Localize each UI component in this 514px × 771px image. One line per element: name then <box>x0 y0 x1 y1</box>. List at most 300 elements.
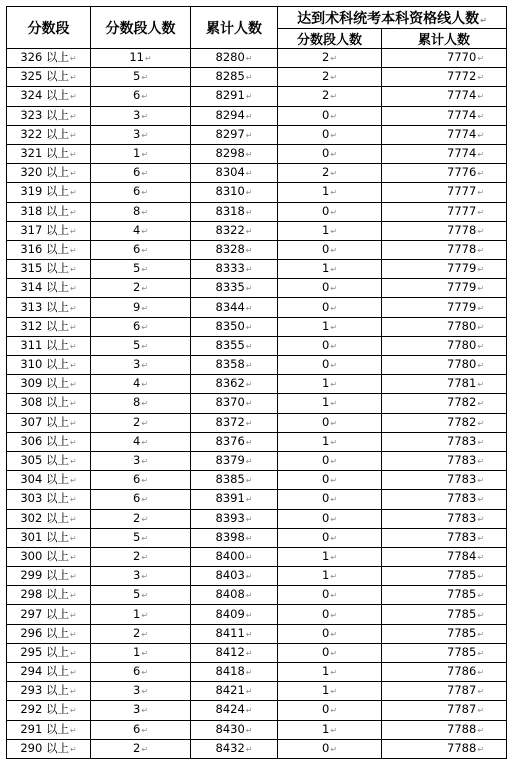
cell-end-mark: ↵ <box>330 476 338 486</box>
cell-qualified-range-count: 2↵ <box>278 49 382 68</box>
cell-end-mark: ↵ <box>480 15 487 25</box>
cell-end-mark: ↵ <box>245 73 253 83</box>
cell-cumulative-count: 8408↵ <box>191 586 278 605</box>
cell-end-mark: ↵ <box>245 54 253 64</box>
cell-end-mark: ↵ <box>245 341 253 351</box>
table-row <box>7 509 507 528</box>
cell-end-mark: ↵ <box>245 591 253 601</box>
cell-qualified-range-count: 0↵ <box>278 528 382 547</box>
table-row <box>7 432 507 451</box>
cell-end-mark: ↵ <box>69 591 77 601</box>
cell-end-mark: ↵ <box>69 629 77 639</box>
cell-end-mark: ↵ <box>330 514 338 524</box>
cell-end-mark: ↵ <box>141 457 149 467</box>
cell-end-mark: ↵ <box>477 226 485 236</box>
cell-qualified-range-count: 0↵ <box>278 336 382 355</box>
table-row <box>7 567 507 586</box>
cell-qualified-range-count: 1↵ <box>278 547 382 566</box>
table-row <box>7 68 507 87</box>
cell-end-mark: ↵ <box>245 476 253 486</box>
cell-end-mark: ↵ <box>330 54 338 64</box>
cell-qualified-range-count: 0↵ <box>278 356 382 375</box>
cell-cumulative-count: 8370↵ <box>191 394 278 413</box>
cell-end-mark: ↵ <box>245 111 253 121</box>
cell-range-count: 2↵ <box>91 509 191 528</box>
cell-range-count: 2↵ <box>91 739 191 758</box>
cell-end-mark: ↵ <box>245 284 253 294</box>
cell-end-mark: ↵ <box>69 303 77 313</box>
cell-end-mark: ↵ <box>477 744 485 754</box>
cell-range-count: 3↵ <box>91 567 191 586</box>
cell-score-range: 293 以上↵ <box>7 682 91 701</box>
cell-range-count: 6↵ <box>91 240 191 259</box>
cell-end-mark: ↵ <box>477 245 485 255</box>
cell-end-mark: ↵ <box>330 418 338 428</box>
cell-end-mark: ↵ <box>69 188 77 198</box>
cell-end-mark: ↵ <box>330 572 338 582</box>
cell-range-count: 11↵ <box>91 49 191 68</box>
cell-cumulative-count: 8298↵ <box>191 144 278 163</box>
cell-range-count: 2↵ <box>91 624 191 643</box>
cell-end-mark: ↵ <box>330 322 338 332</box>
cell-end-mark: ↵ <box>245 92 253 102</box>
cell-end-mark: ↵ <box>141 361 149 371</box>
cell-cumulative-count: 8411↵ <box>191 624 278 643</box>
cell-score-range: 309 以上↵ <box>7 375 91 394</box>
cell-end-mark: ↵ <box>330 495 338 505</box>
cell-range-count: 3↵ <box>91 356 191 375</box>
cell-cumulative-count: 8432↵ <box>191 739 278 758</box>
cell-end-mark: ↵ <box>69 361 77 371</box>
cell-end-mark: ↵ <box>69 552 77 562</box>
cell-cumulative-count: 8333↵ <box>191 260 278 279</box>
cell-qualified-range-count: 1↵ <box>278 567 382 586</box>
cell-qualified-range-count: 1↵ <box>278 682 382 701</box>
cell-end-mark: ↵ <box>69 687 77 697</box>
cell-end-mark: ↵ <box>477 188 485 198</box>
cell-qualified-range-count: 1↵ <box>278 394 382 413</box>
cell-end-mark: ↵ <box>330 169 338 179</box>
cell-end-mark: ↵ <box>69 418 77 428</box>
cell-score-range: 318 以上↵ <box>7 202 91 221</box>
cell-end-mark: ↵ <box>141 111 149 121</box>
cell-end-mark: ↵ <box>477 668 485 678</box>
cell-end-mark: ↵ <box>330 265 338 275</box>
cell-range-count: 5↵ <box>91 260 191 279</box>
cell-end-mark: ↵ <box>330 341 338 351</box>
cell-end-mark: ↵ <box>477 150 485 160</box>
cell-end-mark: ↵ <box>477 322 485 332</box>
cell-end-mark: ↵ <box>330 725 338 735</box>
table-row <box>7 144 507 163</box>
cell-end-mark: ↵ <box>330 150 338 160</box>
cell-range-count: 3↵ <box>91 125 191 144</box>
cell-end-mark: ↵ <box>330 744 338 754</box>
cell-qualified-range-count: 2↵ <box>278 164 382 183</box>
cell-end-mark: ↵ <box>330 437 338 447</box>
cell-score-range: 319 以上↵ <box>7 183 91 202</box>
cell-cumulative-count: 8350↵ <box>191 317 278 336</box>
cell-score-range: 294 以上↵ <box>7 663 91 682</box>
cell-end-mark: ↵ <box>69 207 77 217</box>
cell-range-count: 2↵ <box>91 279 191 298</box>
cell-end-mark: ↵ <box>477 207 485 217</box>
cell-qualified-cumulative: 7787↵ <box>382 701 507 720</box>
cell-end-mark: ↵ <box>141 591 149 601</box>
cell-cumulative-count: 8393↵ <box>191 509 278 528</box>
cell-end-mark: ↵ <box>330 303 338 313</box>
cell-end-mark: ↵ <box>477 725 485 735</box>
cell-end-mark: ↵ <box>69 457 77 467</box>
cell-cumulative-count: 8335↵ <box>191 279 278 298</box>
cell-end-mark: ↵ <box>141 476 149 486</box>
table-row <box>7 279 507 298</box>
cell-end-mark: ↵ <box>245 207 253 217</box>
table-row <box>7 106 507 125</box>
cell-end-mark: ↵ <box>330 533 338 543</box>
cell-qualified-range-count: 1↵ <box>278 221 382 240</box>
cell-end-mark: ↵ <box>330 111 338 121</box>
cell-score-range: 308 以上↵ <box>7 394 91 413</box>
cell-end-mark: ↵ <box>245 265 253 275</box>
cell-range-count: 1↵ <box>91 643 191 662</box>
cell-end-mark: ↵ <box>477 706 485 716</box>
cell-qualified-cumulative: 7785↵ <box>382 643 507 662</box>
cell-end-mark: ↵ <box>69 495 77 505</box>
cell-score-range: 313 以上↵ <box>7 298 91 317</box>
cell-end-mark: ↵ <box>141 648 149 658</box>
cell-end-mark: ↵ <box>477 341 485 351</box>
header-cumulative-count: 累计人数 <box>191 7 278 49</box>
cell-end-mark: ↵ <box>245 648 253 658</box>
cell-qualified-range-count: 0↵ <box>278 413 382 432</box>
cell-end-mark: ↵ <box>330 610 338 620</box>
cell-end-mark: ↵ <box>245 725 253 735</box>
cell-end-mark: ↵ <box>141 495 149 505</box>
cell-end-mark: ↵ <box>330 130 338 140</box>
cell-end-mark: ↵ <box>69 514 77 524</box>
cell-range-count: 2↵ <box>91 413 191 432</box>
cell-score-range: 304 以上↵ <box>7 471 91 490</box>
cell-qualified-cumulative: 7779↵ <box>382 279 507 298</box>
cell-qualified-range-count: 1↵ <box>278 375 382 394</box>
cell-end-mark: ↵ <box>141 572 149 582</box>
cell-cumulative-count: 8376↵ <box>191 432 278 451</box>
table-row <box>7 260 507 279</box>
cell-end-mark: ↵ <box>69 668 77 678</box>
cell-end-mark: ↵ <box>245 744 253 754</box>
cell-qualified-cumulative: 7785↵ <box>382 586 507 605</box>
cell-qualified-range-count: 0↵ <box>278 643 382 662</box>
cell-qualified-range-count: 1↵ <box>278 720 382 739</box>
cell-range-count: 3↵ <box>91 451 191 470</box>
cell-end-mark: ↵ <box>141 514 149 524</box>
cell-end-mark: ↵ <box>245 169 253 179</box>
cell-end-mark: ↵ <box>69 341 77 351</box>
cell-cumulative-count: 8391↵ <box>191 490 278 509</box>
cell-range-count: 3↵ <box>91 106 191 125</box>
cell-end-mark: ↵ <box>330 706 338 716</box>
cell-end-mark: ↵ <box>141 303 149 313</box>
table-row <box>7 356 507 375</box>
cell-end-mark: ↵ <box>141 725 149 735</box>
cell-end-mark: ↵ <box>330 361 338 371</box>
header-qualified-range-count: 分数段人数 <box>278 29 382 49</box>
cell-end-mark: ↵ <box>141 668 149 678</box>
table-row <box>7 240 507 259</box>
cell-end-mark: ↵ <box>69 380 77 390</box>
cell-qualified-cumulative: 7781↵ <box>382 375 507 394</box>
cell-cumulative-count: 8398↵ <box>191 528 278 547</box>
cell-range-count: 5↵ <box>91 528 191 547</box>
cell-end-mark: ↵ <box>477 495 485 505</box>
cell-score-range: 316 以上↵ <box>7 240 91 259</box>
cell-end-mark: ↵ <box>245 706 253 716</box>
cell-end-mark: ↵ <box>141 552 149 562</box>
table-row <box>7 682 507 701</box>
table-row <box>7 336 507 355</box>
cell-range-count: 6↵ <box>91 317 191 336</box>
cell-qualified-cumulative: 7783↵ <box>382 509 507 528</box>
cell-end-mark: ↵ <box>141 744 149 754</box>
cell-cumulative-count: 8424↵ <box>191 701 278 720</box>
cell-cumulative-count: 8421↵ <box>191 682 278 701</box>
cell-end-mark: ↵ <box>141 284 149 294</box>
cell-qualified-range-count: 0↵ <box>278 106 382 125</box>
cell-qualified-range-count: 0↵ <box>278 279 382 298</box>
cell-cumulative-count: 8372↵ <box>191 413 278 432</box>
cell-end-mark: ↵ <box>69 437 77 447</box>
cell-qualified-range-count: 0↵ <box>278 298 382 317</box>
cell-end-mark: ↵ <box>245 495 253 505</box>
cell-range-count: 6↵ <box>91 183 191 202</box>
cell-end-mark: ↵ <box>141 380 149 390</box>
cell-score-range: 323 以上↵ <box>7 106 91 125</box>
cell-range-count: 6↵ <box>91 490 191 509</box>
cell-end-mark: ↵ <box>330 591 338 601</box>
cell-end-mark: ↵ <box>69 226 77 236</box>
cell-cumulative-count: 8430↵ <box>191 720 278 739</box>
cell-qualified-cumulative: 7774↵ <box>382 125 507 144</box>
header-qualified-cumulative: 累计人数 <box>382 29 507 49</box>
cell-end-mark: ↵ <box>245 437 253 447</box>
cell-end-mark: ↵ <box>477 457 485 467</box>
cell-score-range: 317 以上↵ <box>7 221 91 240</box>
cell-qualified-cumulative: 7787↵ <box>382 682 507 701</box>
cell-score-range: 297 以上↵ <box>7 605 91 624</box>
cell-cumulative-count: 8355↵ <box>191 336 278 355</box>
cell-score-range: 307 以上↵ <box>7 413 91 432</box>
cell-end-mark: ↵ <box>477 73 485 83</box>
cell-end-mark: ↵ <box>141 322 149 332</box>
cell-qualified-range-count: 2↵ <box>278 68 382 87</box>
cell-qualified-range-count: 1↵ <box>278 432 382 451</box>
table-row <box>7 413 507 432</box>
cell-score-range: 305 以上↵ <box>7 451 91 470</box>
cell-qualified-range-count: 0↵ <box>278 202 382 221</box>
cell-cumulative-count: 8379↵ <box>191 451 278 470</box>
header-range-count: 分数段人数 <box>91 7 191 49</box>
cell-score-range: 303 以上↵ <box>7 490 91 509</box>
cell-score-range: 306 以上↵ <box>7 432 91 451</box>
cell-qualified-cumulative: 7782↵ <box>382 413 507 432</box>
cell-score-range: 290 以上↵ <box>7 739 91 758</box>
score-distribution-table <box>6 6 507 759</box>
cell-end-mark: ↵ <box>245 399 253 409</box>
cell-end-mark: ↵ <box>330 552 338 562</box>
cell-cumulative-count: 8310↵ <box>191 183 278 202</box>
table-row <box>7 547 507 566</box>
table-row <box>7 663 507 682</box>
cell-end-mark: ↵ <box>245 303 253 313</box>
cell-end-mark: ↵ <box>477 476 485 486</box>
cell-end-mark: ↵ <box>69 533 77 543</box>
cell-score-range: 312 以上↵ <box>7 317 91 336</box>
table-row <box>7 720 507 739</box>
cell-end-mark: ↵ <box>245 668 253 678</box>
cell-end-mark: ↵ <box>330 188 338 198</box>
cell-qualified-range-count: 0↵ <box>278 471 382 490</box>
cell-score-range: 291 以上↵ <box>7 720 91 739</box>
cell-range-count: 6↵ <box>91 720 191 739</box>
cell-end-mark: ↵ <box>69 572 77 582</box>
cell-end-mark: ↵ <box>477 610 485 620</box>
cell-end-mark: ↵ <box>477 265 485 275</box>
cell-qualified-cumulative: 7786↵ <box>382 663 507 682</box>
cell-end-mark: ↵ <box>245 188 253 198</box>
cell-end-mark: ↵ <box>141 150 149 160</box>
cell-end-mark: ↵ <box>245 552 253 562</box>
cell-end-mark: ↵ <box>477 303 485 313</box>
cell-score-range: 292 以上↵ <box>7 701 91 720</box>
table-row <box>7 183 507 202</box>
cell-end-mark: ↵ <box>69 648 77 658</box>
cell-score-range: 315 以上↵ <box>7 260 91 279</box>
table-row <box>7 221 507 240</box>
cell-end-mark: ↵ <box>477 552 485 562</box>
cell-end-mark: ↵ <box>69 73 77 83</box>
table-header <box>7 7 507 49</box>
cell-end-mark: ↵ <box>69 130 77 140</box>
cell-qualified-range-count: 0↵ <box>278 451 382 470</box>
cell-cumulative-count: 8409↵ <box>191 605 278 624</box>
cell-range-count: 1↵ <box>91 144 191 163</box>
cell-qualified-cumulative: 7779↵ <box>382 298 507 317</box>
cell-qualified-range-count: 2↵ <box>278 87 382 106</box>
cell-end-mark: ↵ <box>141 533 149 543</box>
cell-end-mark: ↵ <box>477 54 485 64</box>
cell-end-mark: ↵ <box>245 150 253 160</box>
cell-end-mark: ↵ <box>477 572 485 582</box>
cell-cumulative-count: 8328↵ <box>191 240 278 259</box>
cell-qualified-cumulative: 7788↵ <box>382 720 507 739</box>
cell-end-mark: ↵ <box>141 610 149 620</box>
cell-score-range: 300 以上↵ <box>7 547 91 566</box>
cell-end-mark: ↵ <box>330 284 338 294</box>
cell-score-range: 301 以上↵ <box>7 528 91 547</box>
cell-qualified-cumulative: 7774↵ <box>382 87 507 106</box>
cell-qualified-cumulative: 7776↵ <box>382 164 507 183</box>
cell-end-mark: ↵ <box>477 130 485 140</box>
cell-cumulative-count: 8418↵ <box>191 663 278 682</box>
cell-end-mark: ↵ <box>69 111 77 121</box>
cell-end-mark: ↵ <box>245 130 253 140</box>
cell-end-mark: ↵ <box>69 150 77 160</box>
cell-end-mark: ↵ <box>477 437 485 447</box>
cell-end-mark: ↵ <box>141 130 149 140</box>
cell-end-mark: ↵ <box>477 418 485 428</box>
cell-end-mark: ↵ <box>69 725 77 735</box>
cell-qualified-cumulative: 7780↵ <box>382 317 507 336</box>
cell-cumulative-count: 8318↵ <box>191 202 278 221</box>
cell-cumulative-count: 8294↵ <box>191 106 278 125</box>
cell-score-range: 326 以上↵ <box>7 49 91 68</box>
cell-score-range: 302 以上↵ <box>7 509 91 528</box>
cell-end-mark: ↵ <box>141 226 149 236</box>
cell-end-mark: ↵ <box>69 284 77 294</box>
cell-qualified-cumulative: 7788↵ <box>382 739 507 758</box>
cell-range-count: 9↵ <box>91 298 191 317</box>
cell-score-range: 295 以上↵ <box>7 643 91 662</box>
cell-qualified-cumulative: 7777↵ <box>382 202 507 221</box>
cell-end-mark: ↵ <box>477 169 485 179</box>
cell-range-count: 6↵ <box>91 471 191 490</box>
cell-qualified-cumulative: 7778↵ <box>382 240 507 259</box>
cell-end-mark: ↵ <box>69 744 77 754</box>
table-row <box>7 125 507 144</box>
cell-end-mark: ↵ <box>245 226 253 236</box>
table-row <box>7 471 507 490</box>
cell-range-count: 3↵ <box>91 682 191 701</box>
table-row <box>7 375 507 394</box>
cell-cumulative-count: 8400↵ <box>191 547 278 566</box>
cell-end-mark: ↵ <box>477 111 485 121</box>
cell-end-mark: ↵ <box>477 687 485 697</box>
cell-end-mark: ↵ <box>477 514 485 524</box>
cell-end-mark: ↵ <box>245 514 253 524</box>
header-qualified-group: 达到术科统考本科资格线人数↵ <box>278 7 507 29</box>
cell-end-mark: ↵ <box>477 361 485 371</box>
cell-end-mark: ↵ <box>141 629 149 639</box>
cell-end-mark: ↵ <box>141 188 149 198</box>
table-row <box>7 87 507 106</box>
cell-cumulative-count: 8285↵ <box>191 68 278 87</box>
cell-range-count: 4↵ <box>91 375 191 394</box>
cell-qualified-range-count: 0↵ <box>278 739 382 758</box>
cell-end-mark: ↵ <box>141 265 149 275</box>
cell-score-range: 324 以上↵ <box>7 87 91 106</box>
cell-end-mark: ↵ <box>141 73 149 83</box>
cell-score-range: 320 以上↵ <box>7 164 91 183</box>
cell-score-range: 322 以上↵ <box>7 125 91 144</box>
cell-end-mark: ↵ <box>245 572 253 582</box>
cell-end-mark: ↵ <box>330 457 338 467</box>
cell-end-mark: ↵ <box>330 668 338 678</box>
table-row <box>7 451 507 470</box>
cell-qualified-cumulative: 7777↵ <box>382 183 507 202</box>
cell-end-mark: ↵ <box>141 341 149 351</box>
cell-end-mark: ↵ <box>69 265 77 275</box>
cell-end-mark: ↵ <box>144 54 152 64</box>
cell-end-mark: ↵ <box>330 648 338 658</box>
table-body <box>7 49 507 759</box>
cell-score-range: 296 以上↵ <box>7 624 91 643</box>
cell-qualified-cumulative: 7785↵ <box>382 567 507 586</box>
cell-qualified-cumulative: 7783↵ <box>382 490 507 509</box>
cell-score-range: 314 以上↵ <box>7 279 91 298</box>
table-row <box>7 643 507 662</box>
cell-qualified-cumulative: 7774↵ <box>382 106 507 125</box>
